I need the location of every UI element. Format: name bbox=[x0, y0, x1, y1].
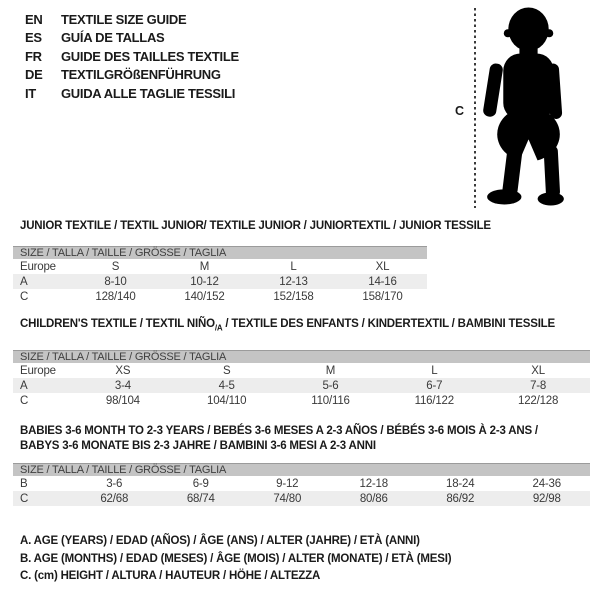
children-textile-section bbox=[13, 317, 590, 408]
size-cell: 12-18 bbox=[359, 477, 388, 490]
language-code: DE bbox=[25, 67, 43, 83]
size-cell: XL bbox=[375, 260, 390, 273]
size-header-bar: SIZE / TALLA / TAILLE / GRÖSSE / TAGLIA bbox=[13, 463, 590, 476]
size-cell: 122/128 bbox=[518, 394, 559, 407]
table-row-height bbox=[13, 289, 427, 304]
size-cell: 140/152 bbox=[184, 290, 225, 303]
size-cell: 18-24 bbox=[446, 477, 475, 490]
table-row-height bbox=[13, 491, 590, 506]
size-cell: 74/80 bbox=[244, 491, 331, 506]
size-cell: XS bbox=[115, 364, 131, 377]
title-text: / TEXTILE DES ENFANTS / KINDERTEXTIL / BAMBINI TESSILE bbox=[222, 318, 555, 330]
size-cell: 8-10 bbox=[71, 274, 160, 289]
table-row-months bbox=[13, 476, 590, 491]
size-cell: L bbox=[431, 364, 438, 377]
height-dashed-line bbox=[474, 8, 476, 208]
size-cell: 24-36 bbox=[532, 477, 561, 490]
size-cell: M bbox=[325, 364, 336, 377]
size-header-bar: SIZE / TALLA / TAILLE / GRÖSSE / TAGLIA bbox=[13, 350, 590, 363]
row-label: C bbox=[13, 491, 71, 506]
table-row-age bbox=[13, 378, 590, 393]
size-cell: 14-16 bbox=[338, 274, 427, 289]
size-cell: 6-7 bbox=[382, 378, 486, 393]
footnote-age-months: B. AGE (MONTHS) / EDAD (MESES) / ÂGE (MOIS) / ALTER (MONATE) / ETÀ (MESI) bbox=[20, 552, 452, 565]
table-row-europe bbox=[13, 363, 590, 378]
language-code: EN bbox=[25, 12, 43, 27]
size-cell: 3-6 bbox=[106, 477, 123, 490]
size-cell: S bbox=[111, 260, 120, 273]
size-cell: 116/122 bbox=[414, 394, 454, 407]
table-title-children bbox=[20, 317, 590, 335]
row-label: Europe bbox=[20, 260, 56, 273]
title-line-2: BABYS 3-6 MONATE BIS 2-3 JAHRE / BAMBINI 3-6 MESI A 2-3 ANNI bbox=[20, 440, 376, 452]
title-line-1: BABIES 3-6 MONTH TO 2-3 YEARS / BEBÉS 3-6 MESES A 2-3 AÑOS / BÉBÉS 3-6 MOIS À 2-3 ANS / bbox=[20, 425, 538, 437]
size-cell: 128/140 bbox=[95, 290, 136, 303]
language-code: ES bbox=[25, 30, 42, 46]
language-title: TEXTILE SIZE GUIDE bbox=[61, 12, 187, 27]
size-cell: 104/110 bbox=[207, 394, 247, 407]
size-cell: L bbox=[290, 260, 297, 273]
size-cell: 9-12 bbox=[276, 477, 299, 490]
footnote-age-years: A. AGE (YEARS) / EDAD (AÑOS) / ÂGE (ANS) / ALTER (JAHRE) / ETÀ (ANNI) bbox=[20, 535, 420, 547]
size-cell: 3-4 bbox=[71, 378, 175, 393]
table-row-age bbox=[13, 274, 427, 289]
size-cell: 98/104 bbox=[105, 394, 140, 407]
row-label: Europe bbox=[20, 364, 56, 377]
babies-textile-section bbox=[13, 424, 590, 506]
size-cell: 158/170 bbox=[362, 290, 403, 303]
footnote-height: C. (cm) HEIGHT / ALTURA / HAUTEUR / HÖHE / ALTEZZA bbox=[20, 570, 321, 583]
language-title: GUÍA DE TALLAS bbox=[61, 30, 165, 46]
row-label: A bbox=[13, 274, 71, 289]
size-cell: 10-12 bbox=[160, 274, 249, 289]
table-title-babies bbox=[20, 424, 590, 454]
row-label: B bbox=[20, 477, 28, 490]
language-code: IT bbox=[25, 85, 36, 101]
title-subscript: /A bbox=[214, 323, 223, 333]
height-measure-label: C bbox=[455, 104, 465, 118]
size-cell: 62/68 bbox=[71, 491, 158, 506]
size-cell: 4-5 bbox=[175, 378, 279, 393]
size-cell: 5-6 bbox=[279, 378, 383, 393]
size-cell: 86/92 bbox=[417, 491, 504, 506]
size-cell: 12-13 bbox=[249, 274, 338, 289]
language-title: TEXTILGRÖßENFÜHRUNG bbox=[61, 67, 221, 83]
baby-height-figure bbox=[0, 0, 600, 215]
children-size-table bbox=[13, 363, 590, 408]
language-title: GUIDA ALLE TAGLIE TESSILI bbox=[61, 85, 236, 101]
size-cell: 92/98 bbox=[504, 491, 591, 506]
row-label: A bbox=[13, 378, 71, 393]
row-label: C bbox=[20, 394, 29, 407]
size-cell: XL bbox=[531, 364, 545, 377]
size-cell: 6-9 bbox=[192, 477, 209, 490]
language-title: GUIDE DES TAILLES TEXTILE bbox=[61, 48, 239, 64]
junior-textile-section bbox=[13, 219, 491, 304]
size-cell: 68/74 bbox=[158, 491, 245, 506]
language-code: FR bbox=[25, 48, 42, 64]
size-cell: 80/86 bbox=[331, 491, 418, 506]
table-row-height bbox=[13, 393, 590, 408]
size-cell: 152/158 bbox=[273, 290, 314, 303]
legend-footnotes bbox=[20, 533, 451, 586]
baby-silhouette-icon bbox=[482, 6, 570, 208]
title-text: CHILDREN'S TEXTILE / TEXTIL NIÑO bbox=[20, 318, 215, 330]
row-label: C bbox=[20, 290, 29, 303]
size-header-bar: SIZE / TALLA / TAILLE / GRÖSSE / TAGLIA bbox=[13, 246, 427, 259]
size-cell: 110/116 bbox=[311, 394, 350, 407]
babies-size-table bbox=[13, 476, 590, 506]
size-cell: 7-8 bbox=[486, 378, 590, 393]
size-cell: S bbox=[222, 364, 231, 377]
size-cell: M bbox=[199, 260, 210, 273]
table-title-junior: JUNIOR TEXTILE / TEXTIL JUNIOR/ TEXTILE JUNIOR / JUNIORTEXTIL / JUNIOR TESSILE bbox=[20, 220, 491, 232]
junior-size-table bbox=[13, 259, 427, 304]
table-row-europe bbox=[13, 259, 427, 274]
